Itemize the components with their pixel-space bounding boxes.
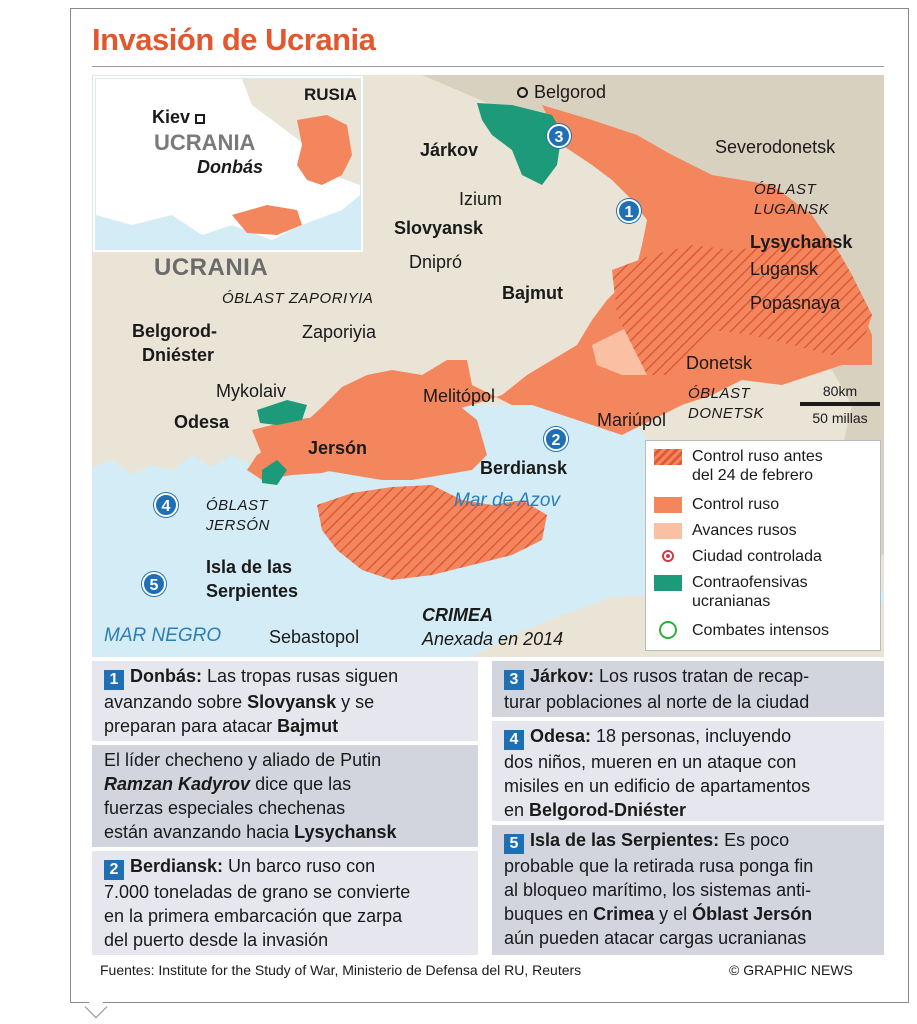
note-text: en la primera embarcación que zarpa [104,906,403,926]
city-belgorod-dniester-1: Belgorod- [132,321,217,341]
oblast-lugansk-2: LUGANSK [754,201,830,218]
note-text: probable que la retirada rusa ponga fin [504,856,814,876]
scale-line [800,402,880,406]
note-text: dos niños, mueren en un ataque con [504,752,797,772]
legend-label: Control ruso [692,496,780,513]
city-lysychansk: Lysychansk [750,232,853,252]
note-text: están avanzando hacia [104,822,295,842]
note-number: 1 [104,670,124,690]
city-mykolaiv: Mykolaiv [216,381,287,401]
note-1b [92,745,478,847]
legend-counteroffensive [654,573,808,611]
city-sebastopol: Sebastopol [269,627,360,647]
sources-footer [100,962,581,978]
note-bold: Crimea [593,904,655,924]
note-heading: Donbás: [130,666,202,686]
note-bold: Slovyansk [247,692,337,712]
ukraine-label: UCRANIA [154,254,269,281]
oblast-donetsk-1: ÓBLAST [688,385,751,402]
city-bajmut: Bajmut [502,283,564,303]
inset-kiev-label [152,107,205,127]
city-berdiansk: Berdiansk [480,458,568,478]
crimea-label: CRIMEA [422,605,493,625]
oblast-lugansk-1: ÓBLAST [754,181,817,198]
note-text: fuerzas especiales chechenas [104,798,346,818]
note-text: Es poco [719,830,790,850]
note-text: dice que las [250,774,352,794]
counteroffensive-swatch [654,575,682,591]
advances-swatch [654,523,682,539]
note-text: buques en [504,904,594,924]
black-sea-label: MAR NEGRO [104,625,222,646]
scale-km: 80km [822,383,858,399]
city-popasnaya: Popásnaya [750,293,841,313]
city-odesa: Odesa [174,412,230,432]
city-zaporiyia: Zaporiyia [302,322,377,342]
marker-4: 4 [154,493,178,517]
city-severodonetsk: Severodonetsk [715,137,836,157]
note-text: Las tropas rusas siguen [202,666,399,686]
city-belgorod-dniester-2: Dniéster [142,345,215,365]
note-text: aún pueden atacar cargas ucranianas [504,928,807,948]
note-text: en [504,800,530,820]
note-number: 3 [504,670,524,690]
note-text: Los rusos tratan de recap- [594,666,810,686]
kiev-name: Kiev [152,107,191,127]
city-melitopol: Melitópol [423,386,496,406]
note-text: y se [336,692,375,712]
city-jarkov: Járkov [420,140,479,160]
crimea-note: Anexada en 2014 [422,629,564,649]
city-slovyansk: Slovyansk [394,218,484,238]
city-mariupol: Mariúpol [597,410,667,430]
note-heading: Odesa: [530,726,592,746]
legend-russian-advances [654,521,797,540]
note-4 [492,721,884,821]
scale-bar [800,383,880,426]
legend-label: Contraofensivas [692,574,808,591]
inset-donbas-label: Donbás [197,157,264,177]
inset-russia-label: RUSIA [304,85,357,104]
note-number: 4 [504,730,524,750]
note-3 [492,661,884,717]
marker-1: 1 [617,199,641,223]
note-text: turar poblaciones al norte de la ciudad [504,692,810,712]
city-izium: Izium [459,189,503,209]
city-name: Belgorod [534,82,607,102]
oblast-zaporiyia: ÓBLAST ZAPORIYIA [222,290,374,307]
note-text: misiles en un edificio de apartamentos [504,776,811,796]
note-text: al bloqueo marítimo, los sistemas anti- [504,880,812,900]
hatch-swatch [654,449,682,465]
legend-label: Combates intensos [692,622,829,639]
legend-label: Control ruso antes [692,448,823,465]
control-swatch [654,497,682,513]
city-belgorod [517,82,606,102]
note-bold: Belgorod-Dniéster [529,800,687,820]
oblast-jerson-2: JERSÓN [206,517,270,534]
marker-3: 3 [547,124,571,148]
city-jerson: Jersón [308,438,368,458]
page-title: Invasión de Ucrania [92,22,376,57]
note-text: Un barco ruso con [223,856,376,876]
legend-russian-control [654,495,779,514]
note-text: del puerto desde la invasión [104,930,329,950]
controlled-city-icon [662,550,674,562]
note-number: 2 [104,860,124,880]
city-lugansk: Lugansk [750,259,819,279]
note-bold: Lysychansk [294,822,397,842]
city-dnipro: Dnipró [409,252,463,272]
legend-label: Ciudad controlada [692,548,822,565]
oblast-donetsk-2: DONETSK [688,405,765,422]
oblast-jerson-1: ÓBLAST [206,497,269,514]
intense-fighting-icon [659,621,677,639]
marker-5: 5 [142,572,166,596]
note-text: 7.000 toneladas de grano se convierte [104,882,411,902]
note-bold: Bajmut [277,716,339,736]
legend-label: ucranianas [692,593,771,610]
marker-2: 2 [544,427,568,451]
sources-text: Institute for the Study of War, Ministerio de Defensa del RU, Reuters [154,962,582,978]
copyright: © GRAPHIC NEWS [729,962,853,978]
legend-label: Avances rusos [692,522,797,539]
note-heading: Járkov: [530,666,595,686]
azov-sea-label: Mar de Azov [454,490,560,511]
note-heading: Berdiansk: [130,856,224,876]
note-heading: Isla de las Serpientes: [530,830,720,850]
note-bold: Óblast Jersón [692,904,813,924]
note-1 [92,661,478,741]
scale-miles: 50 millas [812,410,868,426]
map-legend [645,440,881,651]
note-5 [492,825,884,955]
note-bold-italic: Ramzan Kadyrov [104,774,251,794]
note-number: 5 [504,834,524,854]
note-text: El líder checheno y aliado de Putin [104,750,382,770]
note-text: 18 personas, incluyendo [591,726,792,746]
note-2 [92,851,478,955]
city-dot-icon [517,87,528,98]
inset-ukraine-label: UCRANIA [154,130,256,155]
legend-intense-fighting [654,621,829,640]
sources-label: Fuentes: [100,962,155,978]
legend-controlled-city [654,547,822,566]
legend-label: del 24 de febrero [692,467,813,484]
capital-icon [195,114,205,124]
note-text: y el [654,904,693,924]
title-divider [92,66,884,67]
legend-pre-feb [654,447,823,485]
note-text: preparan para atacar [104,716,278,736]
city-donetsk: Donetsk [686,353,753,373]
note-text: avanzando sobre [104,692,248,712]
isla-serpientes-2: Serpientes [206,581,299,601]
isla-serpientes-1: Isla de las [206,557,293,577]
